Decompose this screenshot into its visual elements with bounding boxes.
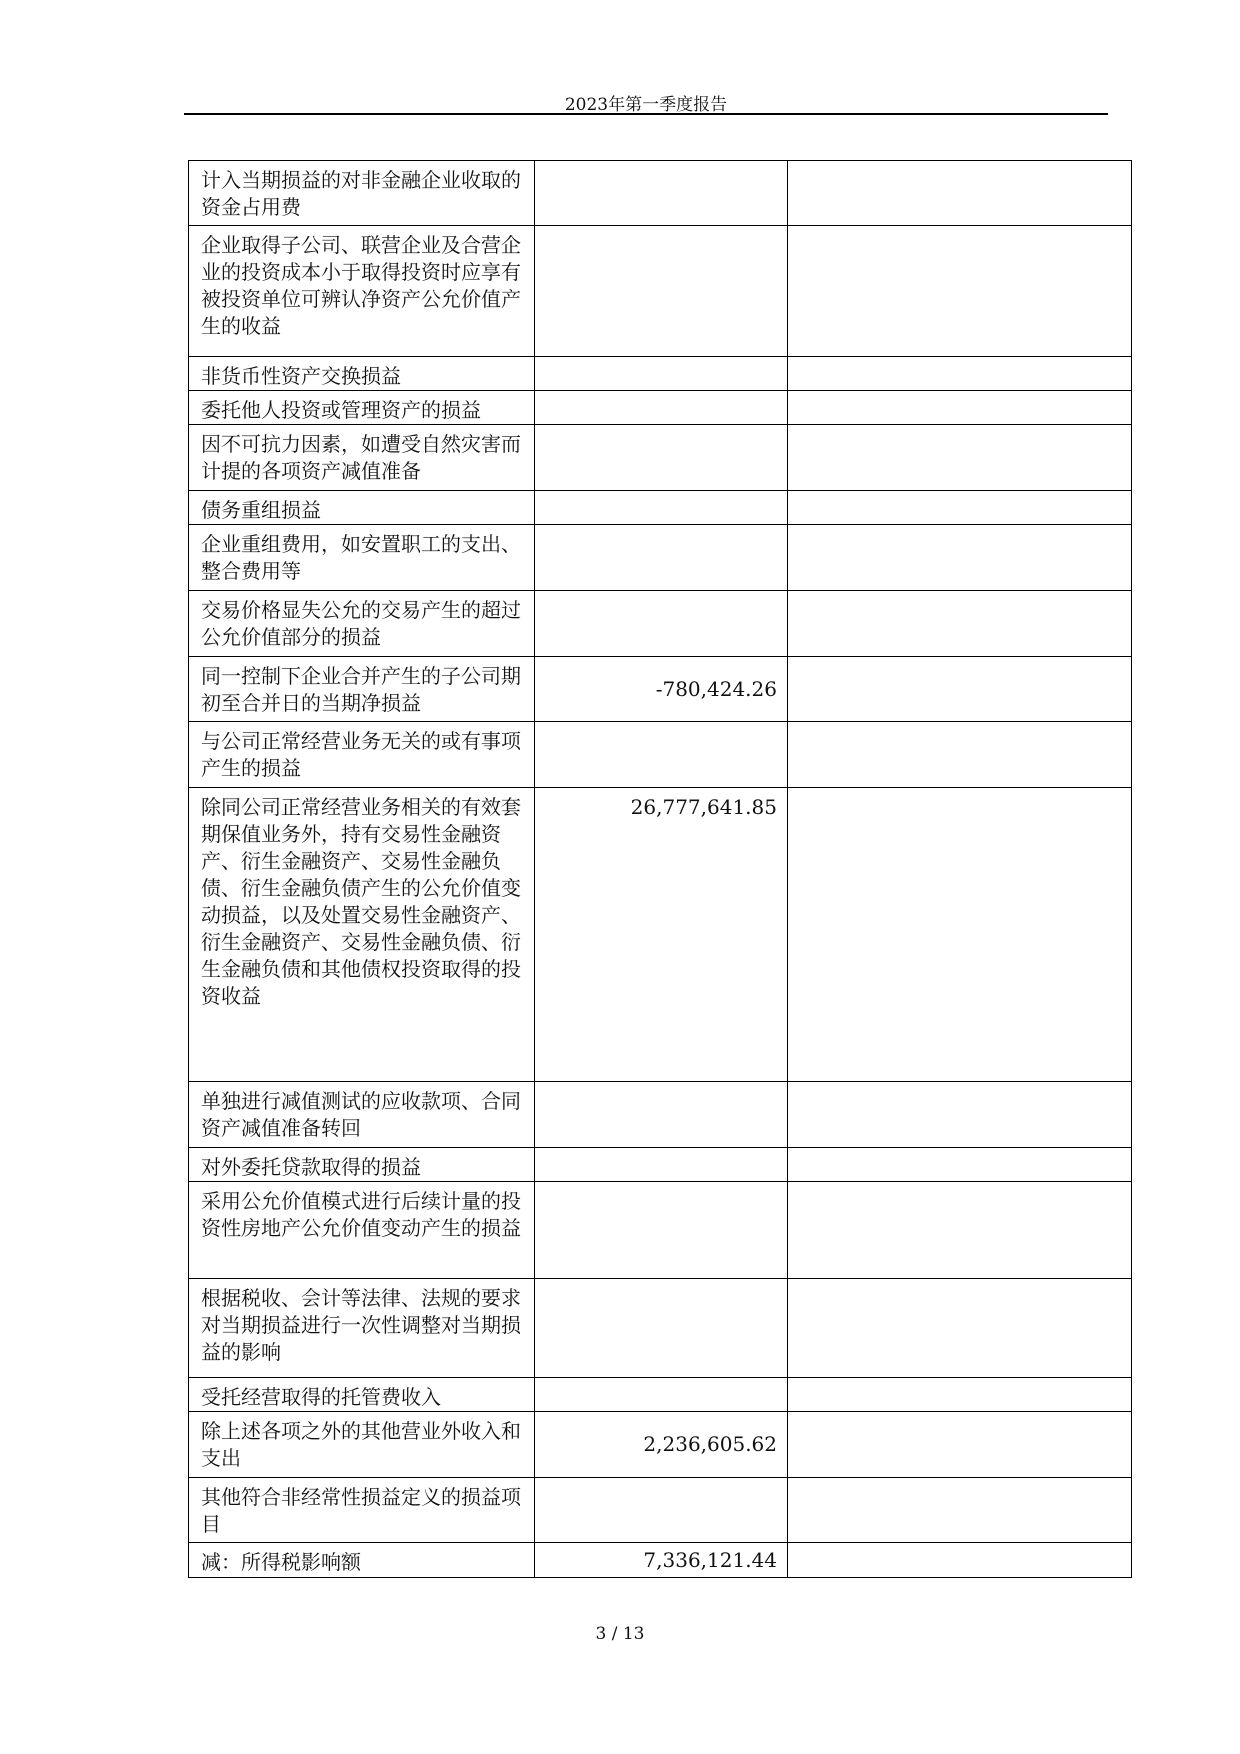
table-row <box>189 1412 1132 1478</box>
amount-cell <box>535 722 788 788</box>
amount-cell <box>535 1082 788 1148</box>
note-cell <box>788 591 1132 657</box>
table-row <box>189 722 1132 788</box>
page-number: 3 / 13 <box>595 1624 645 1644</box>
amount-cell: -780,424.26 <box>535 657 788 722</box>
header-rule <box>184 113 1108 115</box>
amount-cell <box>535 491 788 525</box>
amount-cell <box>535 391 788 425</box>
item-label: 对外委托贷款取得的损益 <box>189 1148 535 1182</box>
note-cell <box>788 1279 1132 1378</box>
amount-cell <box>535 525 788 591</box>
table-row <box>189 1082 1132 1148</box>
note-cell <box>788 525 1132 591</box>
item-label: 采用公允价值模式进行后续计量的投资性房地产公允价值变动产生的损益 <box>189 1182 535 1279</box>
table-row <box>189 1478 1132 1543</box>
item-label: 除同公司正常经营业务相关的有效套期保值业务外，持有交易性金融资产、衍生金融资产、交易性金融负债、衍生金融负债产生的公允价值变动损益，以及处置交易性金融资产、衍生金融资产、交易性金融负债、衍生金融负债和其他债权投资取得的投资收益 <box>189 788 535 1082</box>
item-label: 受托经营取得的托管费收入 <box>189 1378 535 1412</box>
table-row <box>189 161 1132 226</box>
amount-cell: 26,777,641.85 <box>535 788 788 1082</box>
item-label: 债务重组损益 <box>189 491 535 525</box>
item-label: 同一控制下企业合并产生的子公司期初至合并日的当期净损益 <box>189 657 535 722</box>
amount-cell: 7,336,121.44 <box>535 1543 788 1578</box>
note-cell <box>788 1412 1132 1478</box>
item-label: 因不可抗力因素，如遭受自然灾害而计提的各项资产减值准备 <box>189 425 535 491</box>
table-row <box>189 591 1132 657</box>
table-row <box>189 357 1132 391</box>
item-label: 根据税收、会计等法律、法规的要求对当期损益进行一次性调整对当期损益的影响 <box>189 1279 535 1378</box>
note-cell <box>788 425 1132 491</box>
note-cell <box>788 1543 1132 1578</box>
page-header-title: 2023年第一季度报告 <box>564 95 728 115</box>
amount-cell <box>535 1378 788 1412</box>
table-row <box>189 391 1132 425</box>
note-cell <box>788 226 1132 357</box>
note-cell <box>788 1182 1132 1279</box>
table-row <box>189 788 1132 1082</box>
note-cell <box>788 722 1132 788</box>
item-label: 计入当期损益的对非金融企业收取的资金占用费 <box>189 161 535 226</box>
amount-cell: 2,236,605.62 <box>535 1412 788 1478</box>
amount-cell <box>535 357 788 391</box>
table-row <box>189 525 1132 591</box>
note-cell <box>788 391 1132 425</box>
note-cell <box>788 1148 1132 1182</box>
note-cell <box>788 161 1132 226</box>
item-label: 交易价格显失公允的交易产生的超过公允价值部分的损益 <box>189 591 535 657</box>
amount-cell <box>535 591 788 657</box>
non-recurring-gains-table <box>188 160 1132 1578</box>
item-label: 委托他人投资或管理资产的损益 <box>189 391 535 425</box>
item-label: 与公司正常经营业务无关的或有事项产生的损益 <box>189 722 535 788</box>
note-cell <box>788 788 1132 1082</box>
table-row <box>189 226 1132 357</box>
table-row <box>189 491 1132 525</box>
table-row <box>189 1182 1132 1279</box>
item-label: 单独进行减值测试的应收款项、合同资产减值准备转回 <box>189 1082 535 1148</box>
note-cell <box>788 1378 1132 1412</box>
table-row <box>189 657 1132 722</box>
table-row <box>189 1279 1132 1378</box>
table-row <box>189 1148 1132 1182</box>
table-row <box>189 1543 1132 1578</box>
amount-cell <box>535 1148 788 1182</box>
item-label: 企业重组费用，如安置职工的支出、整合费用等 <box>189 525 535 591</box>
note-cell <box>788 1082 1132 1148</box>
table-row <box>189 1378 1132 1412</box>
amount-cell <box>535 1279 788 1378</box>
item-label: 其他符合非经常性损益定义的损益项目 <box>189 1478 535 1543</box>
note-cell <box>788 1478 1132 1543</box>
item-label: 非货币性资产交换损益 <box>189 357 535 391</box>
note-cell <box>788 657 1132 722</box>
amount-cell <box>535 1478 788 1543</box>
item-label: 企业取得子公司、联营企业及合营企业的投资成本小于取得投资时应享有被投资单位可辨认净资产公允价值产生的收益 <box>189 226 535 357</box>
amount-cell <box>535 161 788 226</box>
note-cell <box>788 491 1132 525</box>
amount-cell <box>535 425 788 491</box>
table-row <box>189 425 1132 491</box>
note-cell <box>788 357 1132 391</box>
amount-cell <box>535 226 788 357</box>
item-label: 除上述各项之外的其他营业外收入和支出 <box>189 1412 535 1478</box>
amount-cell <box>535 1182 788 1279</box>
item-label: 减：所得税影响额 <box>189 1543 535 1578</box>
